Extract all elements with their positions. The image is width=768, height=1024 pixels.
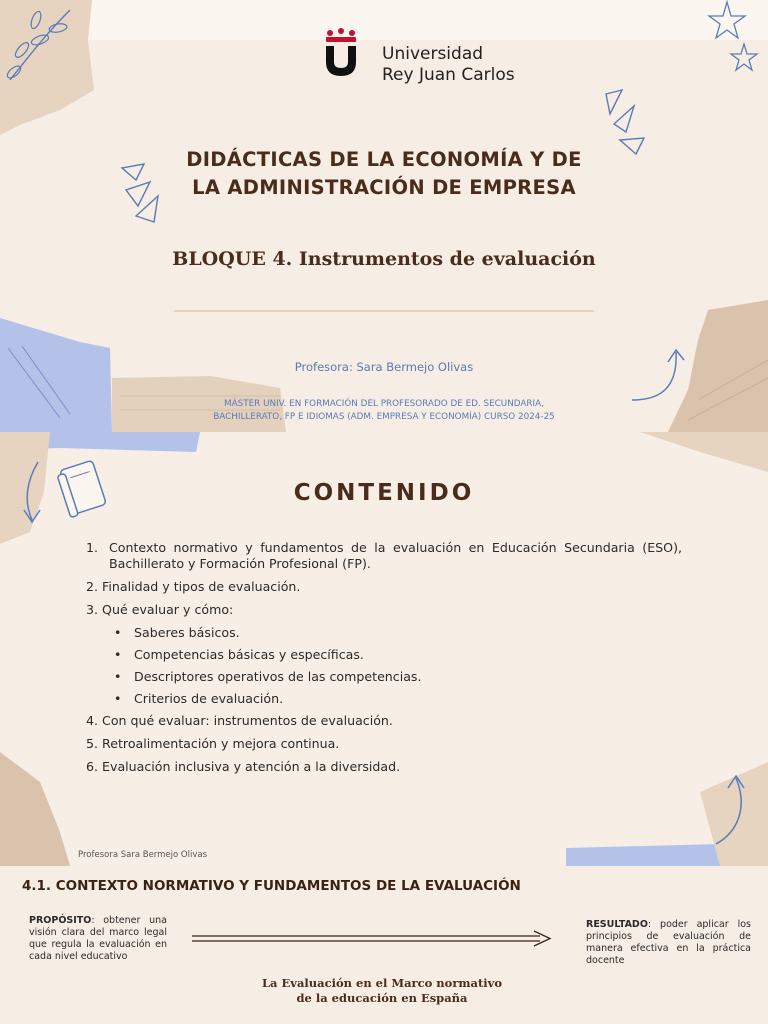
sub-list-item-text: Descriptores operativos de las competencias. (134, 669, 422, 684)
sub-list-item-text: Saberes básicos. (134, 625, 240, 640)
section-slide (0, 866, 768, 1024)
list-item-text: Finalidad y tipos de evaluación. (102, 579, 301, 594)
list-item-number: 2. (86, 579, 99, 594)
title-slide (0, 0, 768, 432)
list-item (86, 713, 682, 729)
list-item (86, 579, 682, 595)
sub-list-item-text: Criterios de evaluación. (134, 691, 284, 706)
framework-heading-line1: La Evaluación en el Marco normativo (261, 976, 503, 990)
bullet-icon: • (114, 647, 122, 662)
university-name (382, 44, 515, 86)
sub-list-item (114, 625, 682, 641)
purpose-text: : obtener una visión clara del marco legal que regula la evaluación en cada nivel educativo (29, 915, 167, 962)
result-text: : poder aplicar los principios de evaluación de manera efectiva en la práctica docente (586, 919, 751, 966)
list-item-number: 4. (86, 713, 99, 728)
list-item (86, 540, 682, 572)
list-item-text: Qué evaluar y cómo: (102, 602, 234, 617)
bullet-icon: • (114, 669, 122, 684)
framework-heading (232, 976, 532, 1006)
list-item-number: 5. (86, 736, 99, 751)
purpose-label: PROPÓSITO (29, 915, 92, 926)
list-item (86, 759, 682, 775)
list-item-text: Contexto normativo y fundamentos de la evaluación en Educación Secundaria (ESO), Bachillerato y Formación Profesional (FP). (109, 540, 682, 571)
list-item-number: 6. (86, 759, 99, 774)
right-arrow-icon (190, 930, 554, 948)
sub-list-item-text: Competencias básicas y específicas. (134, 647, 364, 662)
contents-title: CONTENIDO (293, 480, 475, 506)
result-label: RESULTADO (586, 919, 648, 930)
list-item-number: 3. (86, 602, 99, 617)
contents-slide (0, 432, 768, 866)
bullet-icon: • (114, 625, 122, 640)
course-title-line2: LA ADMINISTRACIÓN DE EMPRESA (192, 176, 576, 199)
course-title (0, 146, 768, 202)
university-logo (322, 18, 532, 92)
master-program-info (160, 398, 608, 424)
list-item (86, 736, 682, 752)
footer-professor: Profesora Sara Bermejo Olivas (78, 850, 208, 860)
section-title: 4.1. CONTEXTO NORMATIVO Y FUNDAMENTOS DE LA EVALUACIÓN (22, 878, 521, 894)
contents-list (86, 540, 682, 782)
divider (174, 310, 594, 312)
university-name-line1: Universidad (382, 44, 484, 64)
master-line2: BACHILLERATO, FP E IDIOMAS (ADM. EMPRESA Y ECONOMÍA) CURSO 2024-25 (213, 412, 555, 422)
star-doodles (700, 0, 768, 80)
list-item-number: 1. (86, 540, 99, 555)
list-item (86, 602, 682, 618)
list-item-text: Evaluación inclusiva y atención a la diversidad. (102, 759, 401, 774)
bullet-icon: • (114, 691, 122, 706)
framework-heading-line2: de la educación en España (296, 991, 468, 1005)
course-title-line1: DIDÁCTICAS DE LA ECONOMÍA Y DE (186, 148, 582, 171)
block-subtitle: BLOQUE 4. Instrumentos de evaluación (172, 248, 596, 270)
leaf-branch-decoration (0, 0, 100, 140)
master-line1: MÁSTER UNIV. EN FORMACIÓN DEL PROFESORADO DE ED. SECUNDARIA, (224, 399, 544, 409)
university-name-line2: Rey Juan Carlos (382, 65, 515, 85)
list-item-text: Retroalimentación y mejora continua. (102, 736, 340, 751)
sub-list-item (114, 691, 682, 707)
professor-name: Profesora: Sara Bermejo Olivas (294, 360, 474, 374)
result-box (586, 919, 751, 967)
urjc-crown-u-icon (322, 18, 360, 86)
list-item-text: Con qué evaluar: instrumentos de evaluación. (102, 713, 393, 728)
sub-list-item (114, 647, 682, 663)
sub-list-item (114, 669, 682, 685)
purpose-box (29, 915, 167, 963)
